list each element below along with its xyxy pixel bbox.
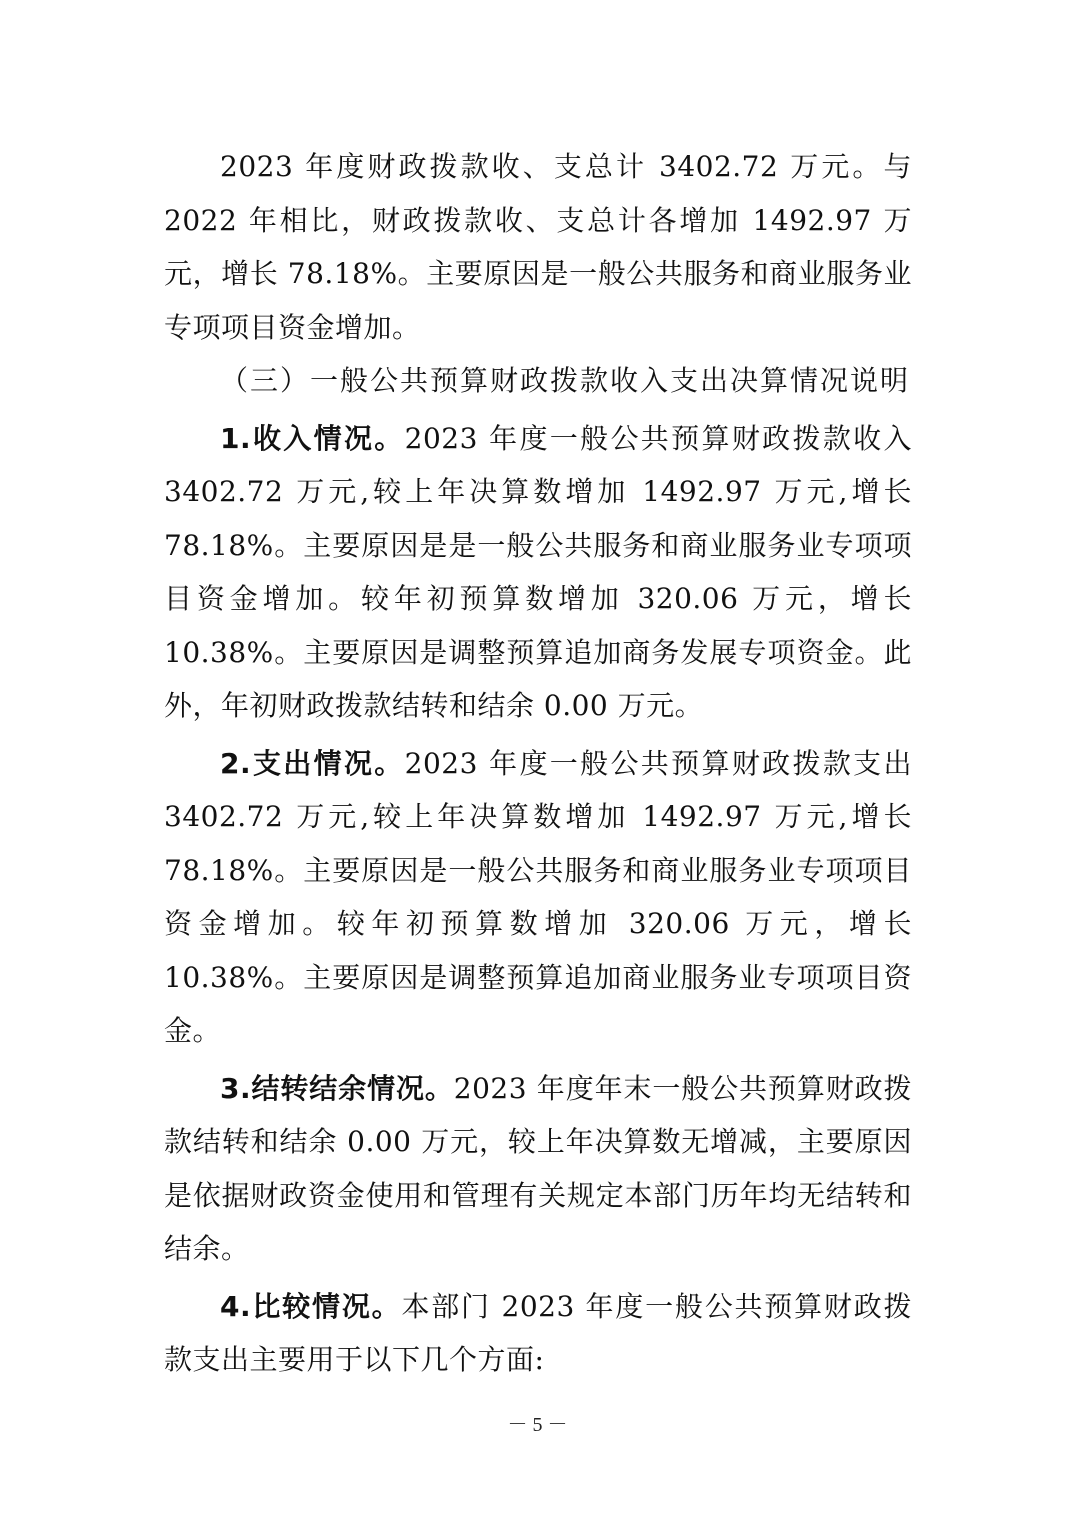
page-number: － 5 － — [507, 1414, 568, 1436]
expenditure-body: 2023 年度一般公共预算财政拨款支出 3402.72 万元,较上年决算数增加 1492.97 万元,增长 78.18%。主要原因是一般公共服务和商业服务业专项项目资金增加。较年初预算数增加 320.06 万元，增长 10.38%。主要原因是调整预算追加商业服务业专项项目资金。 — [164, 746, 912, 1047]
document-body — [164, 140, 912, 1387]
paragraph-income — [164, 412, 912, 733]
paragraph-expenditure — [164, 737, 912, 1058]
paragraph-carryover — [164, 1062, 912, 1276]
carryover-body: 2023 年度年末一般公共预算财政拨款结转和结余 0.00 万元，较上年决算数无增减，主要原因是依据财政资金使用和管理有关规定本部门历年均无结转和结余。 — [164, 1071, 912, 1265]
section-heading-general-budget: （三）一般公共预算财政拨款收入支出决算情况说明 — [220, 364, 911, 397]
paragraph-comparison — [164, 1280, 912, 1387]
expenditure-lead: 2.支出情况。 — [220, 746, 405, 780]
comparison-lead: 4.比较情况。 — [220, 1289, 402, 1323]
carryover-lead: 3.结转结余情况。 — [220, 1071, 454, 1105]
income-lead: 1.收入情况。 — [220, 421, 405, 455]
income-body: 2023 年度一般公共预算财政拨款收入 3402.72 万元,较上年决算数增加 1492.97 万元,增长 78.18%。主要原因是是一般公共服务和商业服务业专项项目资金增加。较年初预算数增加 320.06 万元，增长 10.38%。主要原因是调整预算追加商务发展专项资金。此外，年初财政拨款结转和结余 0.00 万元。 — [164, 421, 912, 722]
comparison-body: 本部门 2023 年度一般公共预算财政拨款支出主要用于以下几个方面: — [164, 1289, 913, 1376]
paragraph-total-summary: 2023 年度财政拨款收、支总计 3402.72 万元。与 2022 年相比，财政拨款收、支总计各增加 1492.97 万元，增长 78.18%。主要原因是一般公共服务和商业服务业专项项目资金增加。 — [164, 150, 912, 344]
